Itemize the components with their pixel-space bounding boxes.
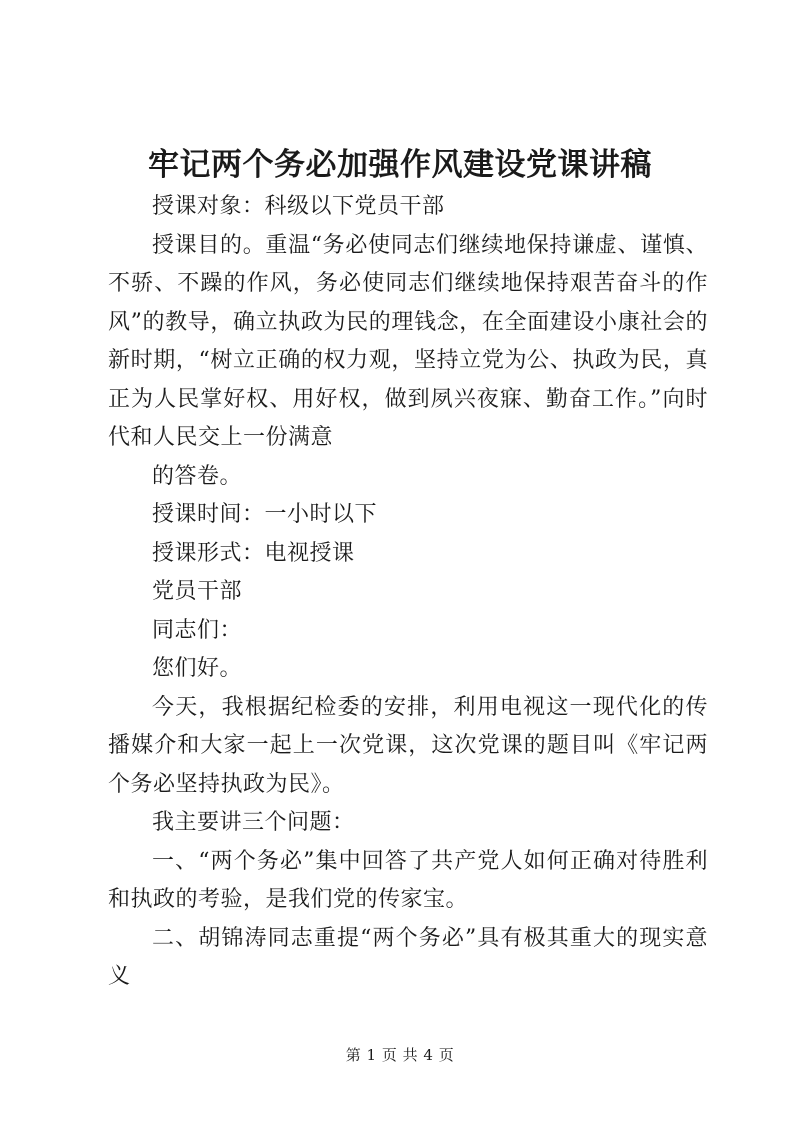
paragraph-point-two: 二、胡锦涛同志重提“两个务必”具有极其重大的现实意义 [108, 925, 708, 989]
paragraph-audience: 授课对象：科级以下党员干部 [152, 194, 445, 219]
paragraph-intro: 今天，我根据纪检委的安排，利用电视这一现代化的传播媒介和大家一起上一次党课，这次党课的题目叫《牢记两个务必坚持执政为民》。 [108, 694, 708, 797]
paragraph-format: 授课形式：电视授课 [152, 540, 355, 566]
paragraph-time: 授课时间：一小时以下 [152, 502, 378, 527]
paragraph-purpose: 授课目的。重温“务必使同志们继续地保持谦虚、谨慎、不骄、不躁的作风，务必使同志们继续地保持艰苦奋斗的作风”的教导，确立执政为民的理钱念，在全面建设小康社会的新时期，“树立正确的权力观，坚持立党为公、执政为民，真正为人民掌好权、用好权，做到夙兴夜寐、勤奋工作。”向时代和人民交上一份满意 [108, 232, 708, 450]
paragraph-salutation: 同志们： [152, 617, 243, 643]
paragraph-greeting: 您们好。 [152, 656, 243, 681]
paragraph-point-one: 一、“两个务必”集中回答了共产党人如何正确对待胜利和执政的考验，是我们党的传家宝。 [108, 848, 708, 912]
document-body [108, 188, 708, 997]
page-footer: 第 1 页 共 4 页 [345, 1046, 455, 1064]
document-title: 牢记两个务必加强作风建设党课讲稿 [148, 147, 652, 183]
paragraph-outline: 我主要讲三个问题： [152, 810, 355, 835]
paragraph-party-members: 党员干部 [152, 579, 243, 604]
paragraph-purpose-continued: 的答卷。 [152, 463, 243, 489]
